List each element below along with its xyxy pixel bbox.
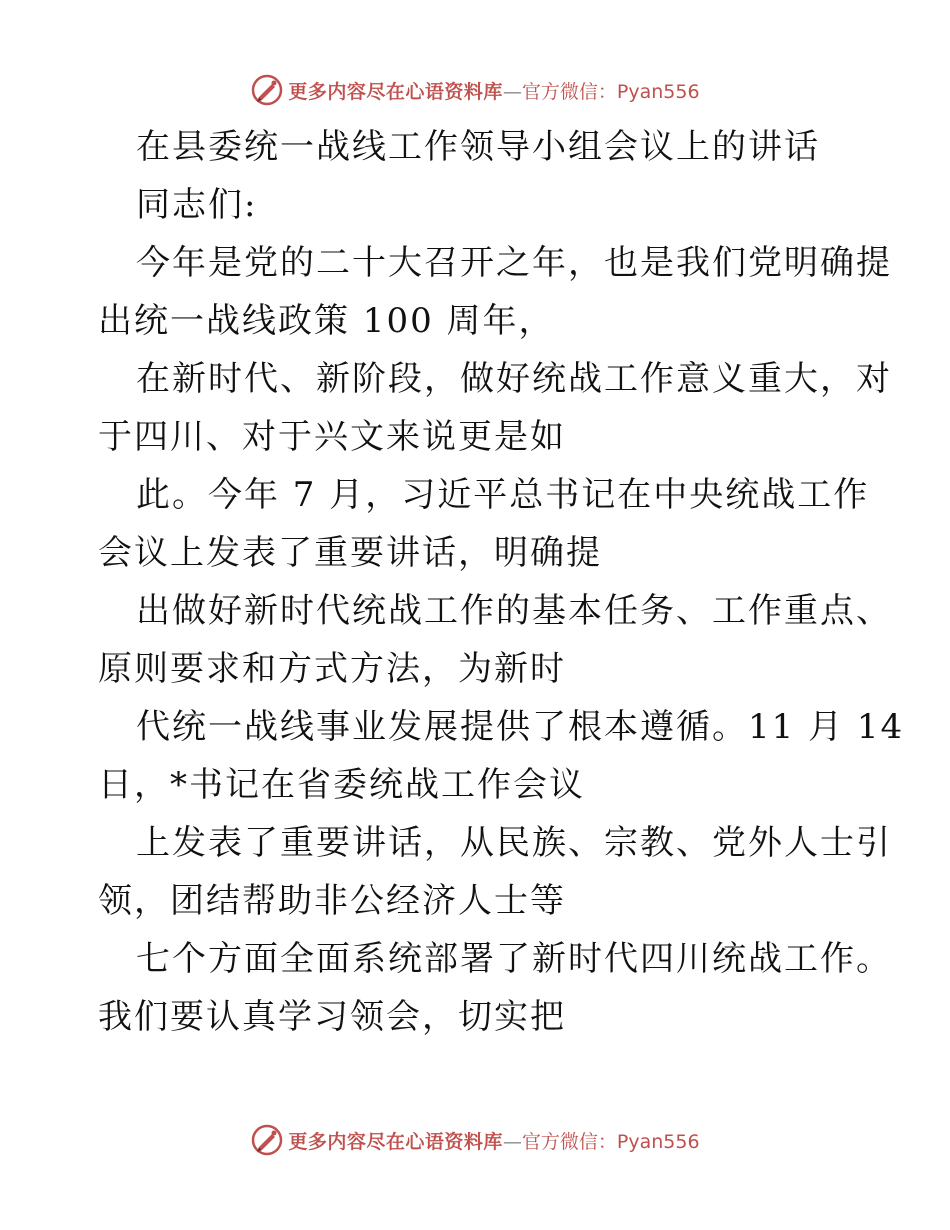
paragraph-line: 代统一战线事业发展提供了根本遵循。11 月 14: [136, 707, 905, 747]
document-body: [98, 118, 905, 1046]
paragraph-line: 出做好新时代统战工作的基本任务、工作重点、: [136, 591, 892, 631]
footer-watermark: [0, 1120, 950, 1160]
paragraph-line: 此。今年 7 月，习近平总书记在中央统战工作: [136, 475, 870, 515]
watermark-lead: 更多内容尽在心语资料库: [288, 1130, 503, 1153]
watermark-text: [288, 1127, 699, 1154]
watermark-tail: 官方微信：Pyan556: [521, 1130, 700, 1153]
watermark-text: [288, 77, 699, 104]
paragraph-line: 上发表了重要讲话，从民族、宗教、党外人士引: [136, 823, 892, 863]
paragraph-line: 出统一战线政策 100 周年，: [98, 301, 555, 341]
paragraph-line: 我们要认真学习领会，切实把: [98, 997, 566, 1037]
paragraph-lines: [98, 234, 905, 1046]
pen-logo-icon: [250, 73, 284, 107]
watermark-separator: —: [502, 80, 522, 103]
header-watermark: [0, 70, 950, 110]
watermark-separator: —: [502, 1130, 522, 1153]
paragraph-line: 领，团结帮助非公经济人士等: [98, 881, 566, 921]
paragraph-line: 日，*书记在省委统战工作会议: [98, 765, 585, 805]
paragraph-line: 今年是党的二十大召开之年，也是我们党明确提: [136, 243, 892, 283]
watermark-tail: 官方微信：Pyan556: [521, 80, 700, 103]
salutation: 同志们:: [136, 185, 258, 225]
paragraph-line: 七个方面全面系统部署了新时代四川统战工作。: [136, 939, 892, 979]
paragraph-line: 会议上发表了重要讲话，明确提: [98, 533, 602, 573]
paragraph-line: 在新时代、新阶段，做好统战工作意义重大，对: [136, 359, 892, 399]
paragraph-line: 原则要求和方式方法，为新时: [98, 649, 566, 689]
watermark-lead: 更多内容尽在心语资料库: [288, 80, 503, 103]
pen-logo-icon: [250, 1123, 284, 1157]
paragraph-line: 于四川、对于兴文来说更是如: [98, 417, 566, 457]
document-title: 在县委统一战线工作领导小组会议上的讲话: [136, 127, 820, 167]
